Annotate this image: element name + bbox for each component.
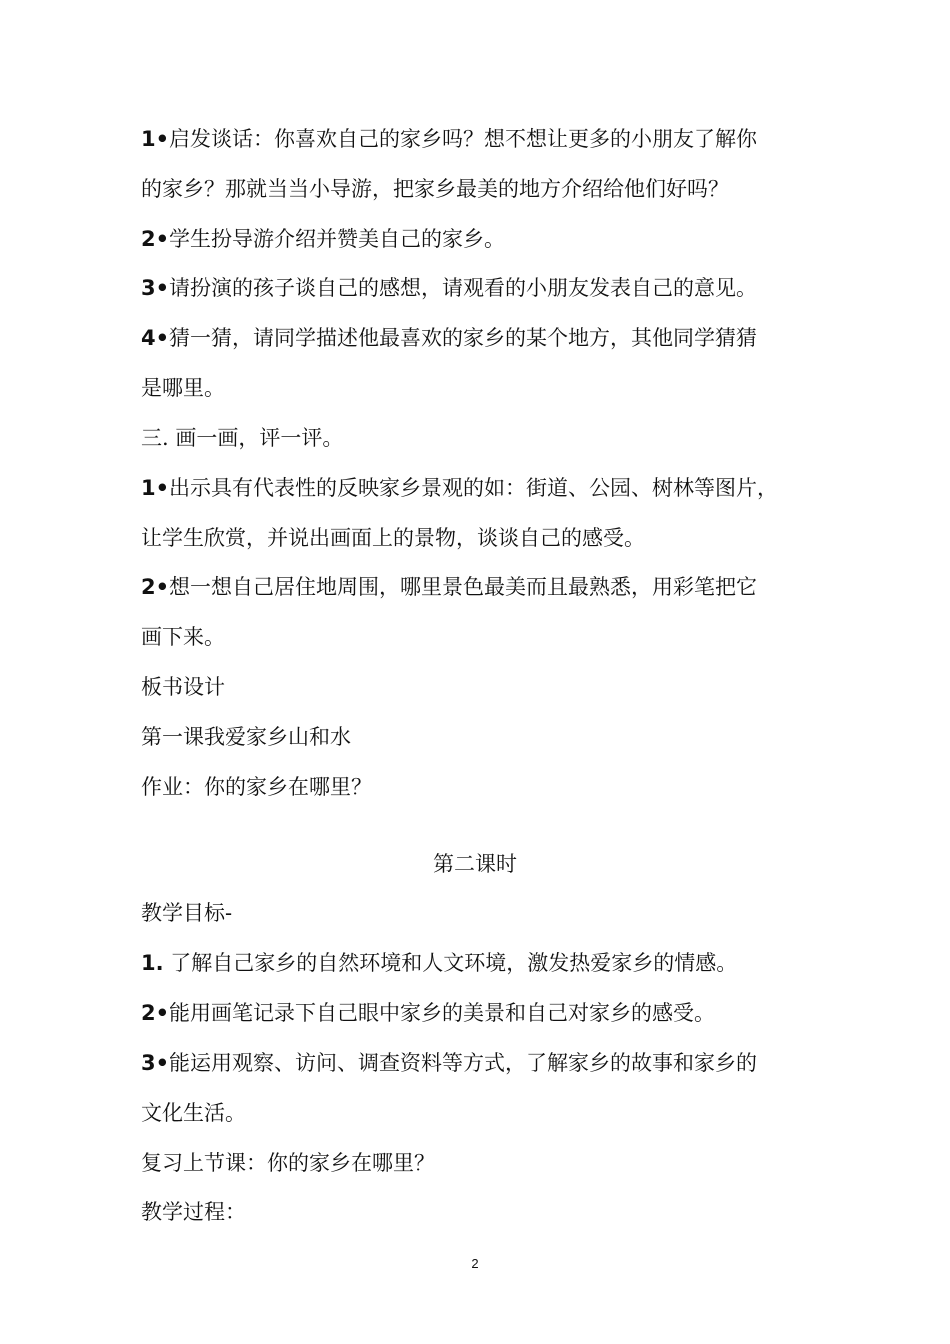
line-text: 的家乡？那就当当小导游，把家乡最美的地方介绍给他们好吗？ <box>141 177 729 201</box>
line-text: 板书设计 <box>141 675 225 699</box>
paragraph-line <box>141 474 821 502</box>
section-heading <box>141 673 821 701</box>
paragraph-line <box>141 1149 821 1177</box>
paragraph-line <box>141 374 821 402</box>
paragraph-line <box>141 324 821 352</box>
line-text: 作业：你的家乡在哪里？ <box>141 775 372 799</box>
item-number: 2• <box>141 575 170 599</box>
paragraph-line <box>141 949 821 977</box>
line-text: 猜一猜，请同学描述他最喜欢的家乡的某个地方，其他同学猜猜 <box>169 326 758 350</box>
paragraph-line <box>141 1099 821 1127</box>
line-text: 出示具有代表性的反映家乡景观的如：街道、公园、树林等图片， <box>169 476 779 500</box>
line-text: 复习上节课：你的家乡在哪里？ <box>141 1151 435 1175</box>
paragraph-line <box>141 274 821 302</box>
paragraph-line <box>141 623 821 651</box>
item-number: 3• <box>141 276 170 300</box>
paragraph-line <box>141 999 821 1027</box>
item-number: 4• <box>141 326 170 350</box>
paragraph-line <box>141 773 821 801</box>
item-number: 1. <box>141 951 164 975</box>
line-text: 能用画笔记录下自己眼中家乡的美景和自己对家乡的感受。 <box>169 1001 716 1025</box>
item-number: 1• <box>141 127 170 151</box>
line-text: 是哪里。 <box>141 376 225 400</box>
section-heading <box>141 899 821 927</box>
item-number: 3• <box>141 1051 170 1075</box>
section-heading <box>141 424 821 452</box>
line-text: 画下来。 <box>141 625 225 649</box>
line-text: 想一想自己居住地周围，哪里景色最美而且最熟悉，用彩笔把它 <box>169 575 758 599</box>
line-text: 教学目标- <box>141 901 233 925</box>
line-text: 第一课我爱家乡山和水 <box>141 725 351 749</box>
line-text: 能运用观察、访问、调查资料等方式，了解家乡的故事和家乡的 <box>169 1051 758 1075</box>
line-text: 文化生活。 <box>141 1101 246 1125</box>
line-text: 请扮演的孩子谈自己的感想，请观看的小朋友发表自己的意见。 <box>169 276 758 300</box>
line-text: 了解自己家乡的自然环境和人文环境，激发热爱家乡的情感。 <box>163 951 738 975</box>
item-number: 1• <box>141 476 170 500</box>
paragraph-line <box>141 1049 821 1077</box>
paragraph-line <box>141 723 821 751</box>
line-text: 第二课时 <box>433 852 517 876</box>
line-text: 教学过程： <box>141 1200 246 1224</box>
section-heading <box>141 1198 821 1226</box>
line-text: 启发谈话：你喜欢自己的家乡吗？想不想让更多的小朋友了解你 <box>169 127 758 151</box>
paragraph-line <box>141 573 821 601</box>
paragraph-line <box>141 125 821 153</box>
item-number: 2• <box>141 1001 170 1025</box>
line-text: 学生扮导游介绍并赞美自己的家乡。 <box>169 227 506 251</box>
line-text: 三. 画一画，评一评。 <box>141 426 344 450</box>
page-number: 2 <box>471 1256 479 1271</box>
line-text: 让学生欣赏，并说出画面上的景物，谈谈自己的感受。 <box>141 526 645 550</box>
lesson-title <box>0 850 950 878</box>
item-number: 2• <box>141 227 170 251</box>
paragraph-line <box>141 225 821 253</box>
paragraph-line <box>141 524 821 552</box>
paragraph-line <box>141 175 821 203</box>
